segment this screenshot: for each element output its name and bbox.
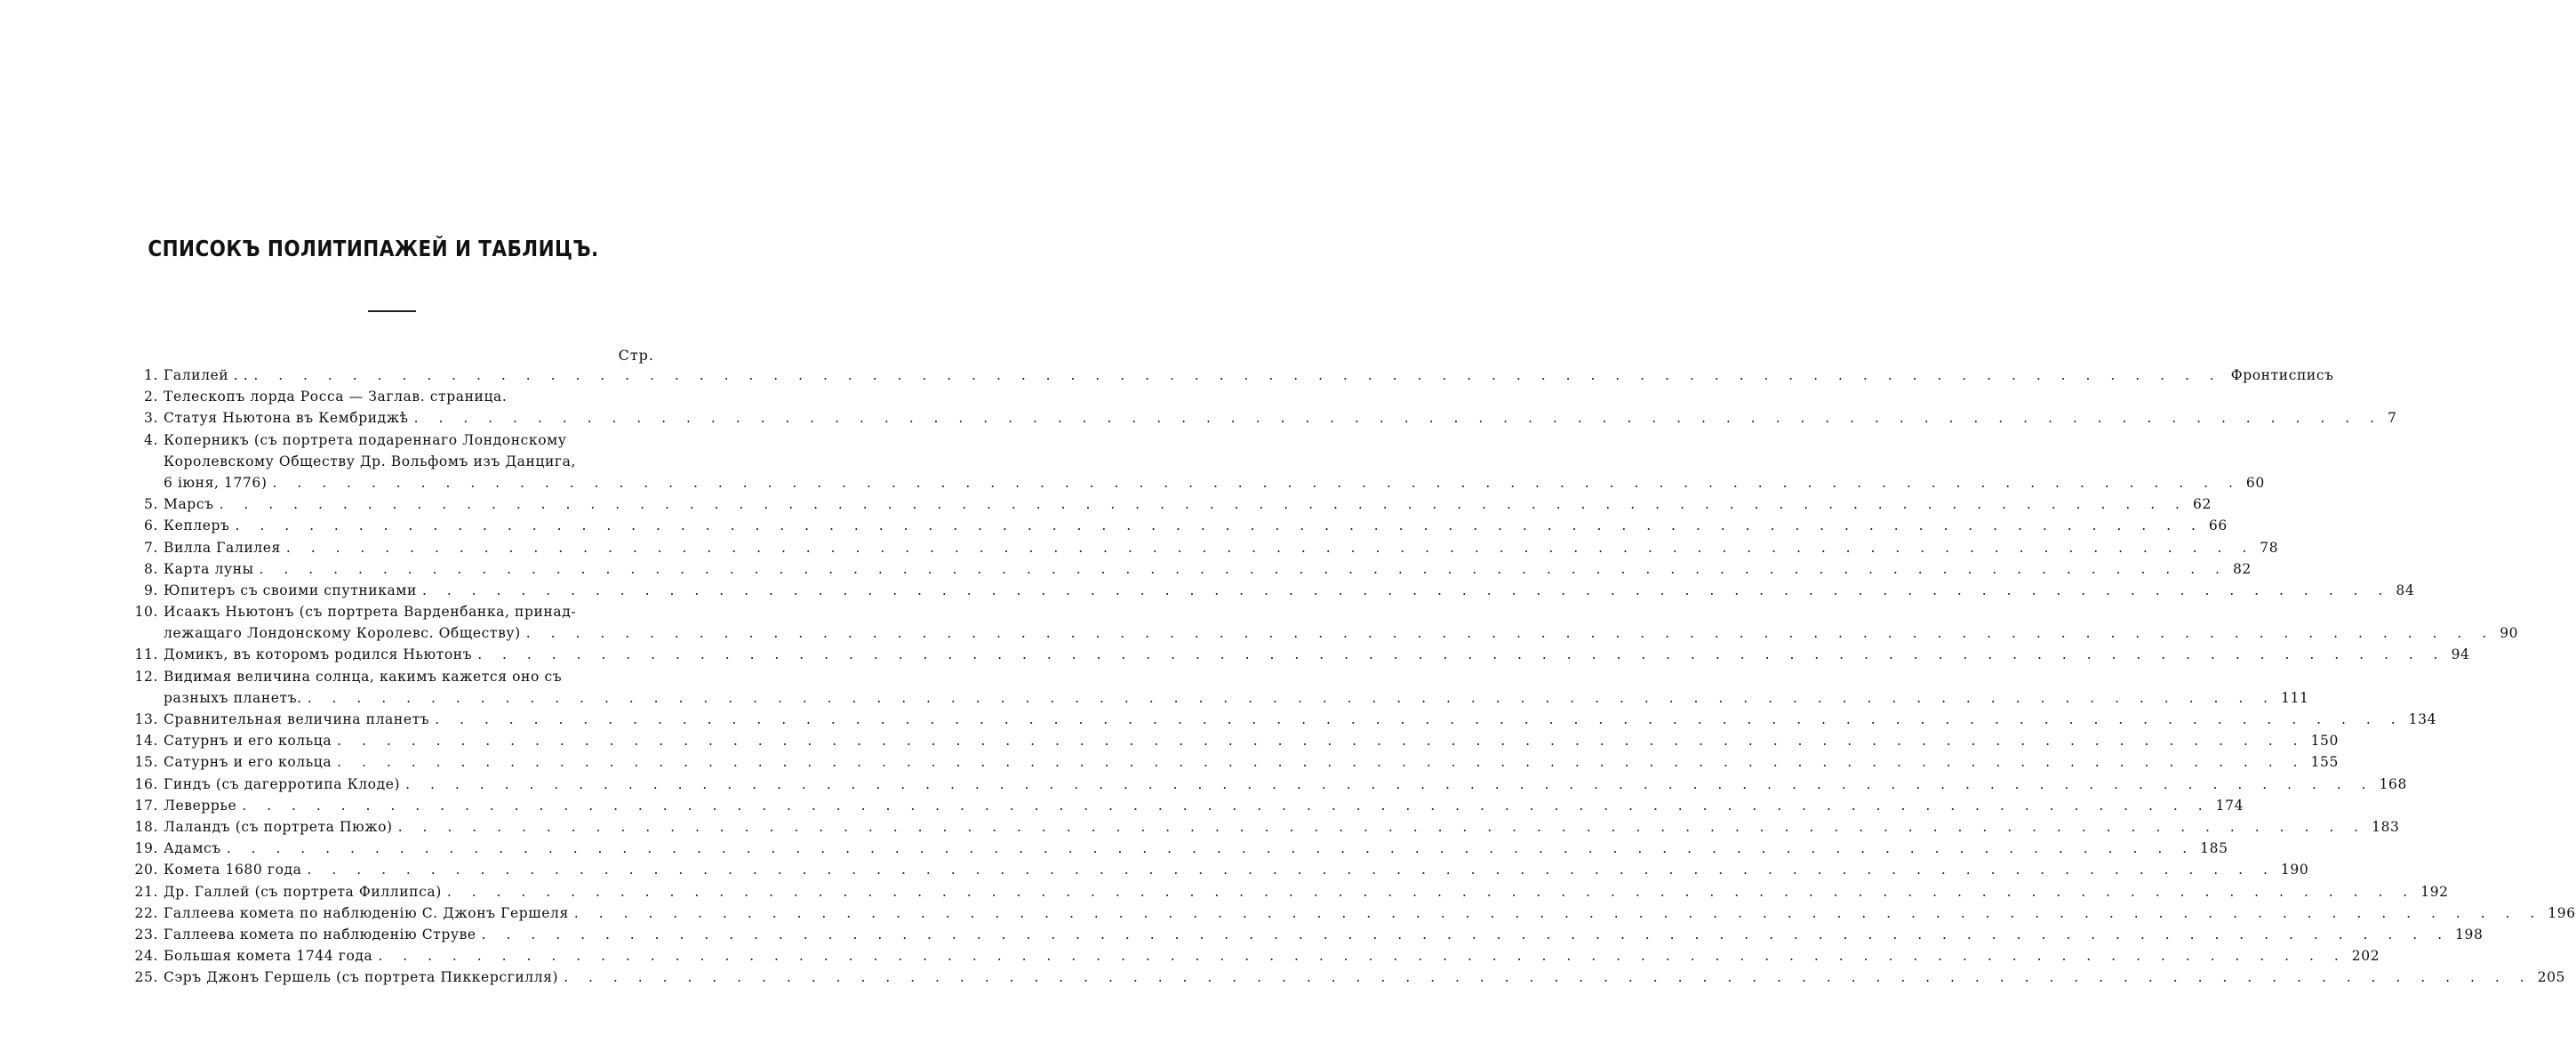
dot-leader: . . . . . . . . . . . . . . . . . . . . . . . . . . . . . . . . . . . . . . . . . . . . . . . . . . . . . . . . . . . . . . . . . . . . . . . . . . . . . . . . bbox=[413, 410, 2383, 427]
dot-leader: . . . . . . . . . . . . . . . . . . . . . . . . . . . . . . . . . . . . . . . . . . . . . . . . . . . . . . . . . . . . . . . . . . . . . . . . . . . . . . . . bbox=[446, 883, 2416, 900]
entry-number: 12. bbox=[134, 668, 158, 685]
entry-title: Комета 1680 года bbox=[164, 862, 302, 878]
entry-number: 7. bbox=[144, 539, 158, 556]
entry-number: 5. bbox=[144, 496, 158, 513]
entry-number: 17. bbox=[134, 797, 158, 814]
entry-number: 6. bbox=[144, 517, 158, 534]
entry-page: 185 bbox=[2200, 840, 2228, 857]
entry-page: 90 bbox=[2500, 625, 2519, 642]
entry-page: 134 bbox=[2408, 711, 2437, 727]
list-item bbox=[126, 838, 2228, 859]
entry-title: Видимая величина солнца, какимъ кажется оно съ bbox=[164, 668, 563, 685]
list-item bbox=[126, 644, 2470, 665]
entry-title: Галлеева комета по наблюденію С. Джонъ Гершеля bbox=[164, 904, 569, 921]
entry-number: 10. bbox=[134, 604, 158, 621]
dot-leader: . . . . . . . . . . . . . . . . . . . . . . . . . . . . . . . . . . . . . . . . . . . . . . . . . . . . . . . . . . . . . . . . . . . . . . . . . . . . . . . . bbox=[435, 711, 2404, 727]
entry-title: Др. Галлей (съ портрета Филлипса) bbox=[164, 883, 442, 900]
dot-leader: . . . . . . . . . . . . . . . . . . . . . . . . . . . . . . . . . . . . . . . . . . . . . . . . . . . . . . . . . . . . . . . . . . . . . . . . . . . . . . . . bbox=[378, 948, 2347, 965]
entry-title: Галилей . . bbox=[164, 367, 249, 383]
entry-page: 205 bbox=[2537, 969, 2565, 986]
entry-page: 150 bbox=[2310, 733, 2339, 750]
entry-title: Лаландъ (съ портрета Пюжо) bbox=[164, 818, 393, 835]
entry-title: Домикъ, въ которомъ родился Ньютонъ bbox=[164, 646, 473, 663]
entry-page: 174 bbox=[2215, 797, 2244, 814]
entry-title: Адамсъ bbox=[164, 840, 221, 857]
entry-title: Статуя Ньютона въ Кембриджѣ bbox=[164, 410, 409, 427]
entry-title: Сатурнъ и его кольца bbox=[164, 733, 332, 750]
entry-title: Исаакъ Ньютонъ (съ портрета Варденбанка, принад- bbox=[164, 604, 577, 621]
dot-leader: . . . . . . . . . . . . . . . . . . . . . . . . . . . . . . . . . . . . . . . . . . . . . . . . . . . . . . . . . . . . . . . . . . . . . . . . . . . . . . . . bbox=[253, 367, 2222, 383]
illustration-list bbox=[126, 365, 2576, 988]
list-item bbox=[126, 601, 2519, 644]
entry-title: Кеплеръ bbox=[164, 517, 230, 534]
list-item bbox=[126, 666, 2309, 709]
entry-page: 192 bbox=[2420, 883, 2449, 900]
dot-leader: . . . . . . . . . . . . . . . . . . . . . . . . . . . . . . . . . . . . . . . . . . . . . . . . . . . . . . . . . . . . . . . . . . . . . . . . . . . . . . . . bbox=[226, 840, 2196, 857]
dot-leader: . . . . . . . . . . . . . . . . . . . . . . . . . . . . . . . . . . . . . . . . . . . . . . . . . . . . . . . . . . . . . . . . . . . . . . . . . . . . . . . . bbox=[405, 775, 2374, 792]
dot-leader: . . . . . . . . . . . . . . . . . . . . . . . . . . . . . . . . . . . . . . . . . . . . . . . . . . . . . . . . . . . . . . . . . . . . . . . . . . . . . . . . bbox=[337, 733, 2306, 750]
dot-leader: . . . . . . . . . . . . . . . . . . . . . . . . . . . . . . . . . . . . . . . . . . . . . . . . . . . . . . . . . . . . . . . . . . . . . . . . . . . . . . . . bbox=[285, 539, 2255, 556]
dot-leader: . . . . . . . . . . . . . . . . . . . . . . . . . . . . . . . . . . . . . . . . . . . . . . . . . . . . . . . . . . . . . . . . . . . . . . . . . . . . . . . . bbox=[272, 474, 2241, 491]
page-title: СПИСОКЪ ПОЛИТИПАЖЕЙ И ТАБЛИЦЪ. bbox=[148, 236, 599, 261]
list-item bbox=[126, 816, 2400, 838]
entry-title: Сэръ Джонъ Гершель (съ портрета Пиккерсгилля) bbox=[164, 969, 559, 986]
entry-title: Вилла Галилея bbox=[164, 539, 281, 556]
entry-page: Фронтисписъ bbox=[2230, 367, 2334, 383]
entry-title: Леверрье bbox=[164, 797, 237, 814]
dot-leader: . . . . . . . . . . . . . . . . . . . . . . . . . . . . . . . . . . . . . . . . . . . . . . . . . . . . . . . . . . . . . . . . . . . . . . . . . . . . . . . . bbox=[337, 754, 2306, 771]
list-item bbox=[126, 580, 2415, 601]
entry-number: 25. bbox=[134, 969, 158, 986]
list-item bbox=[126, 365, 2334, 386]
dot-leader: . . . . . . . . . . . . . . . . . . . . . . . . . . . . . . . . . . . . . . . . . . . . . . . . . . . . . . . . . . . . . . . . . . . . . . . . . . . . . . . . bbox=[259, 560, 2228, 577]
dot-leader: . . . . . . . . . . . . . . . . . . . . . . . . . . . . . . . . . . . . . . . . . . . . . . . . . . . . . . . . . . . . . . . . . . . . . . . . . . . . . . . . bbox=[307, 862, 2276, 878]
entry-number: 14. bbox=[134, 733, 158, 750]
entry-page: 111 bbox=[2281, 689, 2309, 706]
entry-title: Сравнительная величина планетъ bbox=[164, 711, 430, 727]
entry-page: 7 bbox=[2388, 410, 2397, 427]
entry-title: Карта луны bbox=[164, 560, 254, 577]
entry-title: Коперникъ (съ портрета подареннаго Лондонскому bbox=[164, 431, 567, 448]
entry-page: 196 bbox=[2548, 904, 2576, 921]
dot-leader: . . . . . . . . . . . . . . . . . . . . . . . . . . . . . . . . . . . . . . . . . . . . . . . . . . . . . . . . . . . . . . . . . . . . . . . . . . . . . . . . bbox=[481, 926, 2451, 943]
entry-title: Гиндъ (съ дагерротипа Клоде) bbox=[164, 775, 401, 792]
entry-page: 84 bbox=[2396, 582, 2415, 598]
entry-page: 155 bbox=[2310, 754, 2339, 771]
entry-number: 24. bbox=[134, 948, 158, 965]
entry-page: 190 bbox=[2280, 862, 2309, 878]
list-item bbox=[126, 730, 2339, 751]
entry-page: 168 bbox=[2379, 775, 2407, 792]
list-item bbox=[126, 859, 2309, 880]
entry-page: 94 bbox=[2451, 646, 2470, 663]
list-item bbox=[126, 903, 2576, 924]
list-item bbox=[126, 386, 660, 407]
dot-leader: . . . . . . . . . . . . . . . . . . . . . . . . . . . . . . . . . . . . . . . . . . . . . . . . . . . . . . . . . . . . . . . . . . . . . . . . . . . . . . . . bbox=[421, 582, 2391, 598]
title-divider bbox=[368, 310, 416, 312]
page-column-label: Стр. bbox=[618, 347, 654, 364]
dot-leader: . . . . . . . . . . . . . . . . . . . . . . . . . . . . . . . . . . . . . . . . . . . . . . . . . . . . . . . . . . . . . . . . . . . . . . . . . . . . . . . . bbox=[397, 818, 2367, 835]
list-item bbox=[126, 924, 2484, 945]
dot-leader: . . . . . . . . . . . . . . . . . . . . . . . . . . . . . . . . . . . . . . . . . . . . . . . . . . . . . . . . . . . . . . . . . . . . . . . . . . . . . . . . bbox=[573, 904, 2543, 921]
entry-title: Галлеева комета по наблюденію Струве bbox=[164, 926, 476, 943]
list-item bbox=[126, 751, 2339, 773]
entry-number: 4. bbox=[144, 431, 158, 448]
entry-title: разныхъ планетъ. bbox=[164, 689, 302, 706]
entry-page: 183 bbox=[2372, 818, 2400, 835]
entry-number: 8. bbox=[144, 560, 158, 577]
entry-page: 198 bbox=[2455, 926, 2484, 943]
list-item bbox=[126, 945, 2380, 967]
entry-number: 9. bbox=[144, 582, 158, 598]
list-item bbox=[126, 407, 2397, 429]
entry-title: Королевскому Обществу Др. Вольфомъ изъ Данцига, bbox=[164, 453, 577, 469]
entry-page: 82 bbox=[2232, 560, 2252, 577]
entry-number: 13. bbox=[134, 711, 158, 727]
entry-number: 1. bbox=[144, 367, 158, 383]
entry-title: лежащаго Лондонскому Королевс. Обществу) bbox=[164, 625, 521, 642]
list-item bbox=[126, 537, 2279, 558]
list-item bbox=[126, 967, 2565, 988]
list-item bbox=[126, 709, 2437, 730]
entry-page: 62 bbox=[2192, 496, 2212, 513]
dot-leader: . . . . . . . . . . . . . . . . . . . . . . . . . . . . . . . . . . . . . . . . . . . . . . . . . . . . . . . . . . . . . . . . . . . . . . . . . . . . . . . . bbox=[307, 689, 2276, 706]
entry-number: 23. bbox=[134, 926, 158, 943]
entry-number: 18. bbox=[134, 818, 158, 835]
dot-leader: . . . . . . . . . . . . . . . . . . . . . . . . . . . . . . . . . . . . . . . . . . . . . . . . . . . . . . . . . . . . . . . . . . . . . . . . . . . . . . . . bbox=[525, 625, 2495, 642]
list-item bbox=[126, 881, 2449, 903]
entry-number: 22. bbox=[134, 904, 158, 921]
entry-page: 202 bbox=[2351, 948, 2380, 965]
entry-page: 66 bbox=[2208, 517, 2228, 534]
entry-number: 16. bbox=[134, 775, 158, 792]
entry-number: 20. bbox=[134, 862, 158, 878]
list-item bbox=[126, 515, 2228, 536]
entry-page: 60 bbox=[2245, 474, 2265, 491]
entry-title: 6 іюня, 1776) bbox=[164, 474, 268, 491]
dot-leader: . . . . . . . . . . . . . . . . . . . . . . . . . . . . . . . . . . . . . . . . . . . . . . . . . . . . . . . . . . . . . . . . . . . . . . . . . . . . . . . . bbox=[242, 797, 2211, 814]
list-item bbox=[126, 795, 2244, 816]
entry-number: 3. bbox=[144, 410, 158, 427]
list-item bbox=[126, 774, 2407, 795]
list-item bbox=[126, 493, 2212, 515]
entry-number: 21. bbox=[134, 883, 158, 900]
dot-leader: . . . . . . . . . . . . . . . . . . . . . . . . . . . . . . . . . . . . . . . . . . . . . . . . . . . . . . . . . . . . . . . . . . . . . . . . . . . . . . . . bbox=[564, 969, 2532, 986]
entry-number: 11. bbox=[134, 646, 158, 663]
list-item bbox=[126, 429, 2265, 494]
dot-leader: . . . . . . . . . . . . . . . . . . . . . . . . . . . . . . . . . . . . . . . . . . . . . . . . . . . . . . . . . . . . . . . . . . . . . . . . . . . . . . . . bbox=[219, 496, 2188, 513]
entry-number: 15. bbox=[134, 754, 158, 771]
list-item bbox=[126, 558, 2252, 580]
entry-title: Марсъ bbox=[164, 496, 214, 513]
entry-title: Сатурнъ и его кольца bbox=[164, 754, 332, 771]
entry-title: Большая комета 1744 года bbox=[164, 948, 373, 965]
entry-title: Телескопъ лорда Росса — Заглав. страница. bbox=[164, 389, 508, 405]
entry-number: 19. bbox=[134, 840, 158, 857]
dot-leader: . . . . . . . . . . . . . . . . . . . . . . . . . . . . . . . . . . . . . . . . . . . . . . . . . . . . . . . . . . . . . . . . . . . . . . . . . . . . . . . . bbox=[477, 646, 2446, 663]
entry-number: 2. bbox=[144, 389, 158, 405]
entry-title: Юпитеръ съ своими спутниками bbox=[164, 582, 417, 598]
entry-page: 78 bbox=[2260, 539, 2279, 556]
dot-leader: . . . . . . . . . . . . . . . . . . . . . . . . . . . . . . . . . . . . . . . . . . . . . . . . . . . . . . . . . . . . . . . . . . . . . . . . . . . . . . . . bbox=[235, 517, 2204, 534]
